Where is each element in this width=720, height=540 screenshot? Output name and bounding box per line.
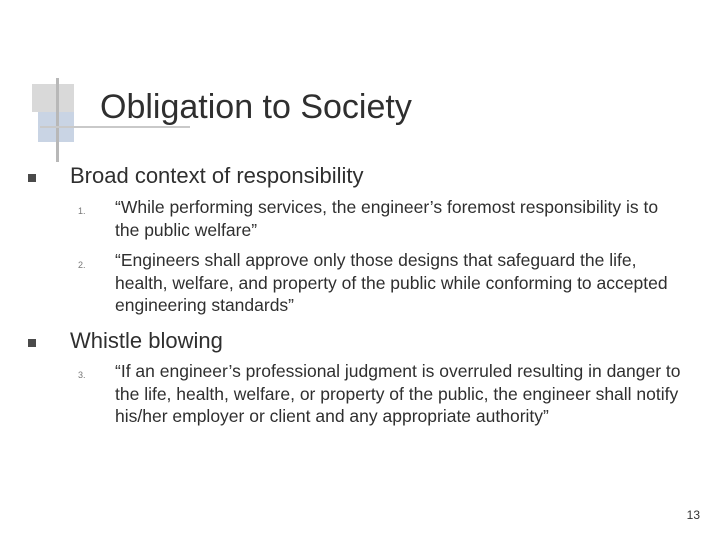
item-notify-authority: “If an engineer’s professional judgment is overruled resulting in danger to the life, health, welfare, or property of the public, the engineer shall notify his/her employer or client and any appropriate authority” — [115, 361, 681, 426]
bullet-marker — [28, 339, 36, 347]
item-safeguard-designs: “Engineers shall approve only those designs that safeguard the life, health, welfare, and property of the public while conforming to accepted engineering standards” — [115, 250, 668, 315]
bullet-broad-context: Broad context of responsibility — [70, 163, 364, 188]
item-public-welfare: “While performing services, the engineer’s foremost responsibility is to the public welfare” — [115, 197, 659, 240]
item-number: 1. — [78, 206, 86, 216]
item-number: 2. — [78, 260, 86, 270]
title-decoration-block — [32, 84, 74, 112]
slide-title: Obligation to Society — [100, 88, 412, 126]
title-decoration-vertical-line — [56, 78, 59, 162]
page-number: 13 — [686, 508, 700, 522]
bullet-marker — [28, 174, 36, 182]
bullet-whistle-blowing: Whistle blowing — [70, 328, 223, 353]
item-number: 3. — [78, 370, 86, 380]
